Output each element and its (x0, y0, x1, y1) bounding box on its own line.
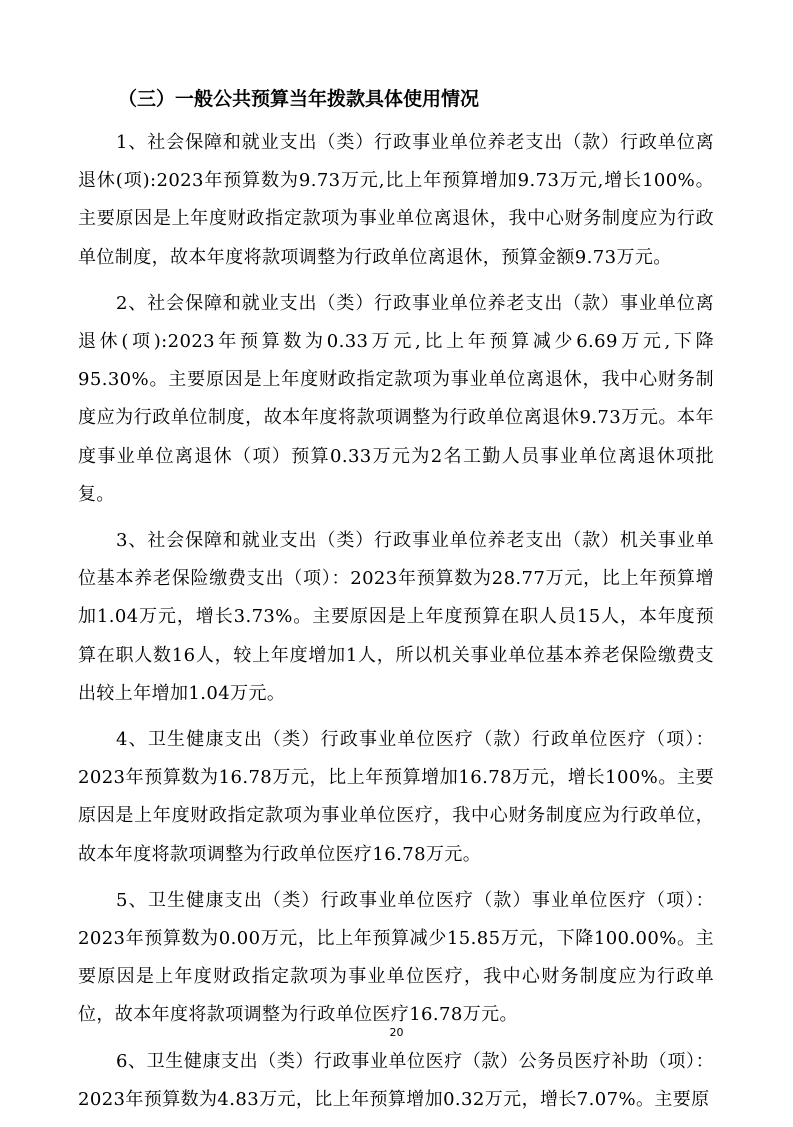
paragraph-4: 4、卫生健康支出（类）行政事业单位医疗（款）行政单位医疗（项）：2023年预算数为16.78万元，比上年预算增加16.78万元，增长100%。主要原因是上年度财政指定款项为事业单位医疗，我中心财务制度应为行政单位，故本年度将款项调整为行政单位医疗16.78万元。 (78, 729, 714, 865)
paragraph-1: 1、社会保障和就业支出（类）行政事业单位养老支出（款）行政单位离退休(项):2023年预算数为9.73万元,比上年预算增加9.73万元,增长100%。主要原因是上年度财政指定款项为事业单位离退休，我中心财务制度应为行政单位制度，故本年度将款项调整为行政单位离退休，预算金额9.73万元。 (78, 132, 714, 268)
paragraph-3: 3、社会保障和就业支出（类）行政事业单位养老支出（款）机关事业单位基本养老保险缴费支出（项）：2023年预算数为28.77万元，比上年预算增加1.04万元，增长3.73%。主要原因是上年度预算在职人员15人，本年度预算在职人数16人，较上年度增加1人，所以机关事业单位基本养老保险缴费支出较上年增加1.04万元。 (78, 530, 714, 704)
paragraph-5: 5、卫生健康支出（类）行政事业单位医疗（款）事业单位医疗（项）：2023年预算数为0.00万元，比上年预算减少15.85万元，下降100.00%。主要原因是上年度财政指定款项为事业单位医疗，我中心财务制度应为行政单位，故本年度将款项调整为行政单位医疗16.78万元。 (78, 889, 714, 1026)
document-body (78, 80, 714, 1127)
paragraph-2: 2、社会保障和就业支出（类）行政事业单位养老支出（款）事业单位离退休(项):2023年预算数为0.33万元,比上年预算减少6.69万元,下降95.30%。主要原因是上年度财政指定款项为事业单位离退休，我中心财务制度应为行政单位制度，故本年度将款项调整为行政单位离退休9.73万元。本年度事业单位离退休（项）预算0.33万元为2名工勤人员事业单位离退休项批复。 (78, 292, 714, 505)
paragraph-6: 6、卫生健康支出（类）行政事业单位医疗（款）公务员医疗补助（项）：2023年预算数为4.83万元，比上年预算增加0.32万元，增长7.07%。主要原 (78, 1050, 714, 1110)
page-number: 20 (389, 1026, 404, 1039)
section-heading: （三）一般公共预算当年拨款具体使用情况 (118, 88, 480, 110)
